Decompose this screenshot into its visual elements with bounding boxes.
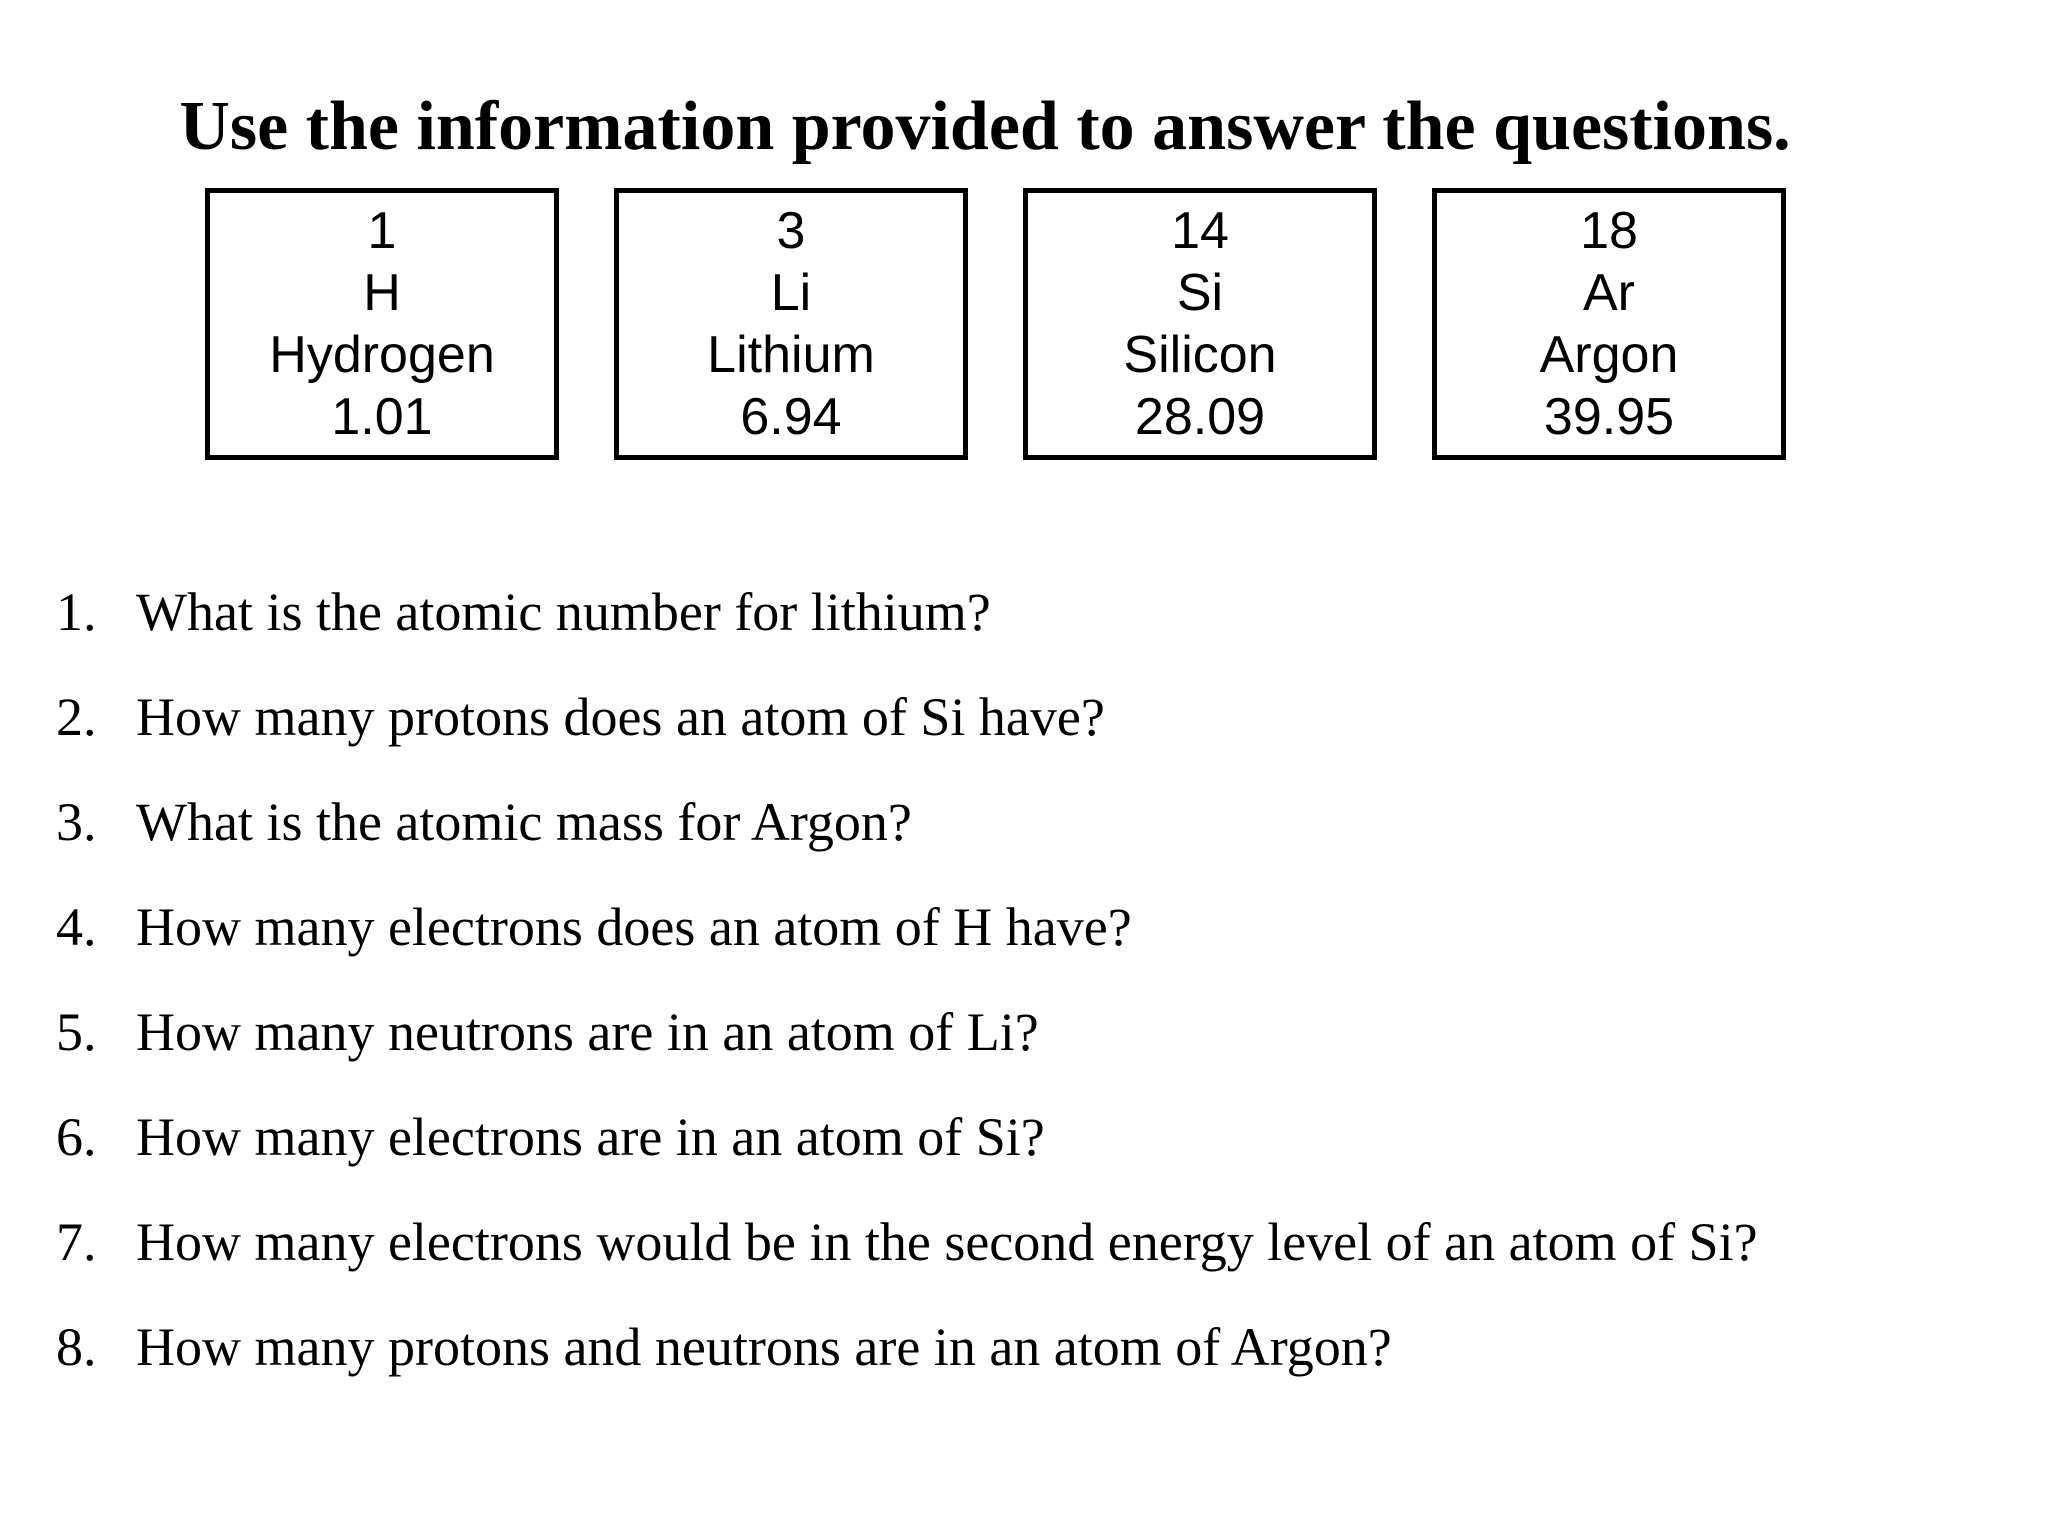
question-text: How many electrons does an atom of H have?: [136, 897, 1132, 957]
question-number: 6.: [56, 1107, 97, 1167]
atomic-number: 18: [1580, 202, 1638, 260]
question-number: 8.: [56, 1317, 97, 1377]
worksheet-heading: Use the information provided to answer the questions.: [179, 88, 1791, 165]
question-number: 3.: [56, 792, 97, 852]
atomic-number: 3: [776, 202, 806, 260]
question-text: What is the atomic number for lithium?: [136, 582, 991, 642]
element-name: Silicon: [1123, 326, 1277, 384]
question-text: What is the atomic mass for Argon?: [136, 792, 912, 852]
question-number: 4.: [56, 897, 97, 957]
element-tile-argon: [1432, 188, 1786, 460]
element-tile-silicon: [1023, 188, 1377, 460]
question-text: How many electrons are in an atom of Si?: [136, 1107, 1045, 1167]
question-number: 2.: [56, 687, 97, 747]
atomic-mass: 28.09: [1134, 388, 1266, 446]
question-text: How many protons and neutrons are in an atom of Argon?: [136, 1317, 1392, 1377]
element-symbol: H: [363, 264, 401, 322]
question-text: How many neutrons are in an atom of Li?: [136, 1002, 1039, 1062]
atomic-mass: 1.01: [331, 388, 433, 446]
question-number: 1.: [56, 582, 97, 642]
element-symbol: Li: [770, 264, 812, 322]
atomic-mass: 39.95: [1543, 388, 1675, 446]
question-text: How many protons does an atom of Si have?: [136, 687, 1105, 747]
element-symbol: Si: [1176, 264, 1224, 322]
question-number: 7.: [56, 1212, 97, 1272]
element-name: Argon: [1539, 326, 1679, 384]
element-name: Hydrogen: [269, 326, 495, 384]
element-name: Lithium: [707, 326, 875, 384]
atomic-number: 14: [1171, 202, 1229, 260]
element-tile-lithium: [614, 188, 968, 460]
atomic-mass: 6.94: [740, 388, 842, 446]
question-text: How many electrons would be in the second energy level of an atom of Si?: [136, 1212, 1758, 1272]
atomic-number: 1: [367, 202, 397, 260]
element-tile-hydrogen: [205, 188, 559, 460]
element-symbol: Ar: [1583, 264, 1635, 322]
question-number: 5.: [56, 1002, 97, 1062]
element-tiles: [205, 188, 1798, 460]
